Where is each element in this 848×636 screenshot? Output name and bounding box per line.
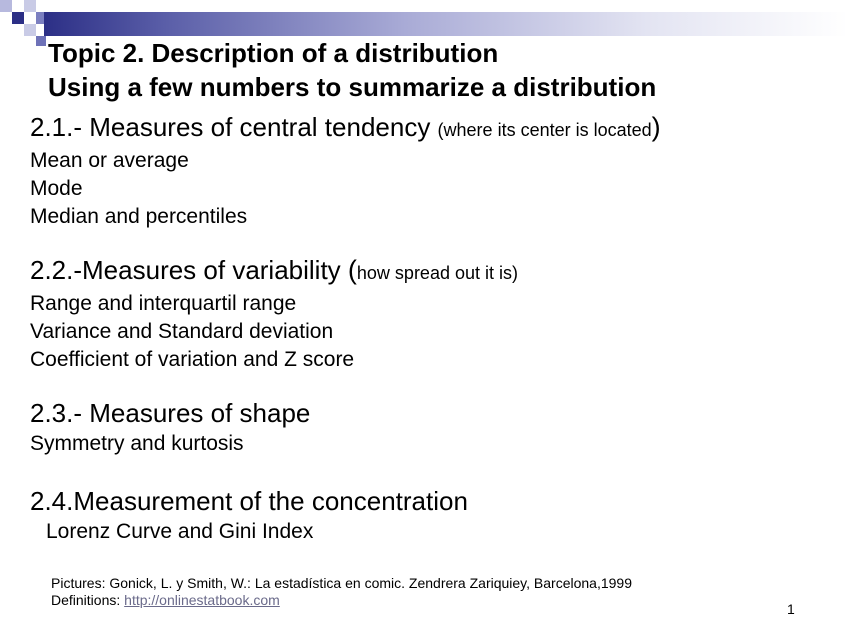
definitions-label: Definitions: (51, 592, 125, 608)
section-heading-central-tendency: 2.1.- Measures of central tendency (where its center is located) (30, 112, 661, 142)
deco-square-1 (0, 0, 12, 12)
list-item: Median and percentiles (30, 205, 248, 228)
page-number: 1 (787, 601, 795, 617)
list-item: Mean or average (30, 149, 189, 172)
list-item: Coefficient of variation and Z score (30, 348, 355, 371)
header-gradient-band (44, 12, 848, 36)
deco-square-6 (36, 36, 46, 46)
footer-definitions (51, 592, 632, 609)
title-line-1: Topic 2. Description of a distribution (48, 38, 499, 68)
deco-square-3 (24, 0, 36, 12)
list-item: Variance and Standard deviation (30, 320, 334, 343)
slide-title (48, 36, 828, 104)
section-heading-variability: 2.2.-Measures of variability (how spread out it is) (30, 255, 518, 285)
footer-pictures-credit: Pictures: Gonick, L. y Smith, W.: La estadística en comic. Zendrera Zariquiey, Barcelona,1999 (51, 575, 632, 591)
list-item: Symmetry and kurtosis (30, 432, 244, 455)
heading-note: (where its center is located (437, 120, 652, 140)
slide-content (30, 110, 820, 546)
deco-square-5 (36, 12, 44, 24)
list-item: Mode (30, 177, 83, 200)
list-item: Lorenz Curve and Gini Index (46, 520, 314, 543)
list-item: Range and interquartil range (30, 292, 297, 315)
slide-footer (51, 575, 632, 609)
definitions-link[interactable]: http://onlinestatbook.com (124, 592, 280, 608)
deco-square-2 (12, 12, 24, 24)
deco-square-4 (24, 24, 36, 36)
heading-note: how spread out it is) (356, 263, 518, 283)
title-line-2: Using a few numbers to summarize a distribution (48, 72, 657, 102)
section-heading-concentration: 2.4.Measurement of the concentration (30, 486, 468, 516)
section-heading-shape: 2.3.- Measures of shape (30, 398, 311, 428)
